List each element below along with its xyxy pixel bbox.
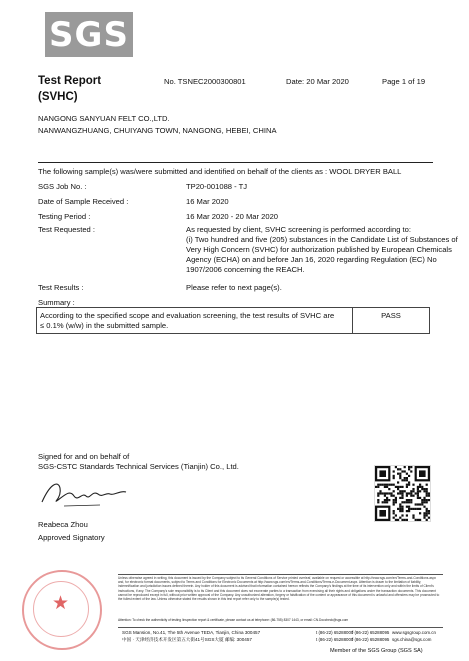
member-of-sgs: Member of the SGS Group (SGS SA) [330,648,423,654]
period-value: 16 Mar 2020 - 20 Mar 2020 [186,212,279,221]
job-value: TP20-001088 - TJ [186,182,248,191]
handwritten-signature [40,476,130,510]
received-label: Date of Sample Received : [38,197,129,206]
website: www.sgsgroup.com.cn [392,630,436,635]
qr-code-icon [374,465,431,522]
period-label: Testing Period : [38,212,91,221]
phone-1: t (86-22) 65288000 [316,630,354,635]
requested-line-3: Very High Concern (SVHC) for authorization published by European Chemicals [186,245,452,254]
signatory-role: Approved Signatory [38,533,105,542]
client-address: NANWANGZHUANG, CHUIYANG TOWN, NANGONG, HEBEI, CHINA [38,126,277,135]
summary-text-1: According to the specified scope and evaluation screening, the test results of SVHC are [40,311,335,320]
results-value: Please refer to next page(s). [186,283,282,292]
signing-company: SGS-CSTC Standards Technical Services (Tianjin) Co., Ltd. [38,462,239,471]
report-number: No. TSNEC2000300801 [164,77,246,86]
report-title: Test Report [38,75,102,87]
footer-divider-2 [118,627,443,628]
requested-line-5: 1907/2006 concerning the REACH. [186,265,305,274]
fax-1: f (86-22) 65288095 [352,630,390,635]
phone-2: t (86-22) 65288000 [316,637,354,642]
address-chinese: 中国 · 天津经济技术开发区第五大街41号SGS大厦 邮编: 300457 [122,637,252,642]
email: sgs.china@sgs.com [392,637,432,642]
footer-divider [118,574,443,575]
signatory-name: Reabeca Zhou [38,520,88,529]
terms-fine-print: Unless otherwise agreed in writing, this document is issued by the Company subject to its General Conditions of Service printed overleaf, available on request or accessible at http://www.sgs.com/en/Terms-and-Conditions.aspx and, for electronic format documents, subject to Terms and Conditions for Electronic Documents at http://www.sgs.com/en/Terms-and-Conditions/Terms-e-Document.aspx. Attention is drawn to the limitation of liability, indemnification and jurisdiction issues defined therein. Any holder of this document is advised that information contained hereon reflects the Company's findings at the time of its intervention only and within the limits of Client's instructions, if any. The Company's sole responsibility is to its Client and this document does not exonerate parties to a transaction from exercising all their rights and obligations under the transaction documents. This document cannot be reproduced except in full, without prior written approval of the Company. Any unauthorized alteration, forgery or falsification of the content or appearance of this document is unlawful and offenders may be prosecuted to the fullest extent of the law. Unless otherwise stated the results shown in this test report refer only to the sample(s) tested. [118,576,440,602]
requested-line-2: (i) Two hundred and five (205) substances in the Candidate List of Substances of [186,235,458,244]
divider [38,162,433,163]
address-english: SGS Mansion, No.41, The 5th Avenue TEDA, Tianjin, China 300457 [122,630,261,635]
client-name: NANGONG SANYUAN FELT CO.,LTD. [38,114,170,123]
requested-label: Test Requested : [38,225,95,234]
report-date: Date: 20 Mar 2020 [286,77,349,86]
requested-line-4: Agency (ECHA) on and before Jan 16, 2020 regarding Regulation (EC) No [186,255,437,264]
sgs-logo: SGS [45,12,133,57]
report-subtitle: (SVHC) [38,91,78,103]
fax-2: f (86-22) 65288095 [352,637,390,642]
results-label: Test Results : [38,283,84,292]
job-label: SGS Job No. : [38,182,87,191]
sample-intro: The following sample(s) was/were submitted and identified on behalf of the clients as : WOOL DRYER BALL [38,167,402,176]
authenticity-notice: Attention: To check the authenticity of testing /inspection report & certificate, please contact us at telephone: (86-755) 8307 1443, or email: CN.Doccheck@sgs.com [118,618,349,622]
received-value: 16 Mar 2020 [186,197,229,206]
requested-line-1: As requested by client, SVHC screening is performed according to: [186,225,411,234]
summary-result: PASS [381,311,401,320]
signed-on-behalf: Signed for and on behalf of [38,452,130,461]
company-seal-stamp [22,570,102,650]
summary-text-2: ≤ 0.1% (w/w) in the submitted sample. [40,321,169,330]
page-number: Page 1 of 19 [382,77,426,86]
star-icon: ★ [52,593,70,614]
summary-label: Summary : [38,298,75,307]
